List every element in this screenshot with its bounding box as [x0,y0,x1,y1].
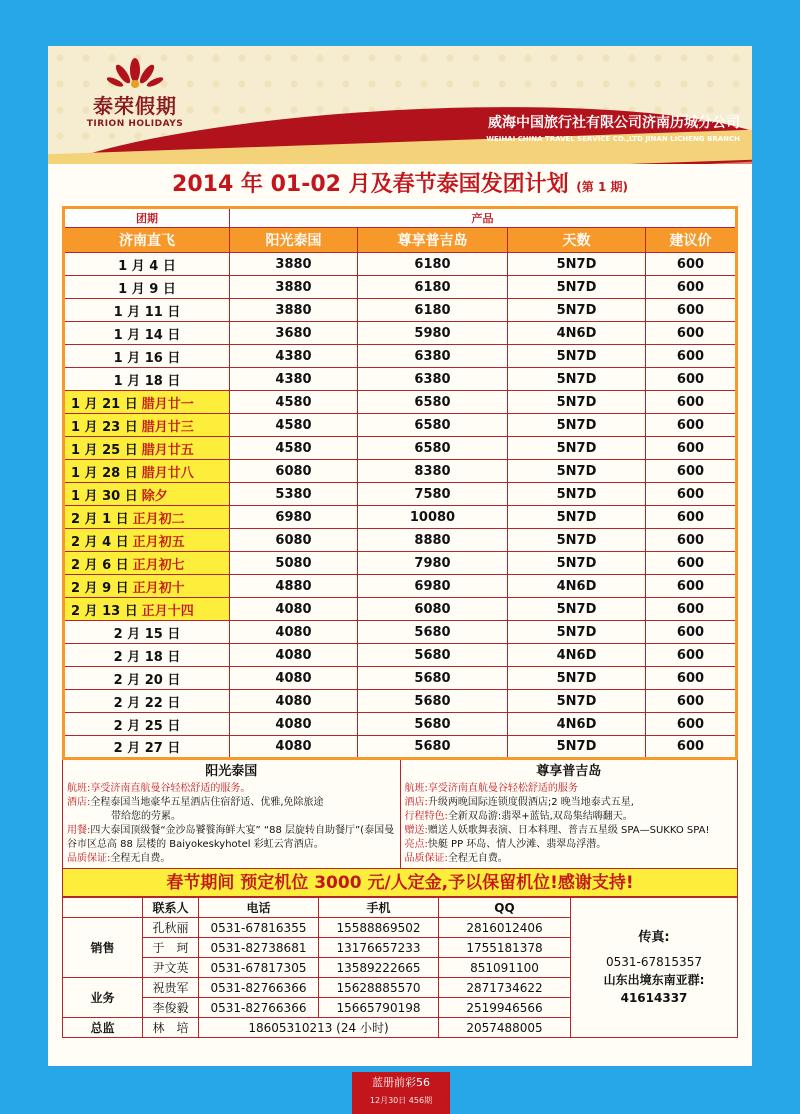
sales-tel: 0531-67816355 [199,918,319,938]
row-a: 4580 [230,391,358,414]
header-sunny-thailand: 阳光泰国 [230,228,358,253]
row-date [64,644,230,667]
row-price: 600 [646,690,737,713]
schedule-row [64,345,737,368]
schedule-row [64,575,737,598]
row-date-text: 1 月 4 日 [118,258,176,274]
schedule-row [64,276,737,299]
row-price: 600 [646,667,737,690]
row-days: 4N6D [508,713,646,736]
row-b: 6180 [358,299,508,322]
row-price: 600 [646,276,737,299]
page-title [48,164,752,206]
row-date-text: 1 月 30 日 [71,488,138,504]
row-b: 6980 [358,575,508,598]
sales-name: 尹文英 [143,958,199,978]
row-price: 600 [646,552,737,575]
row-b: 8380 [358,460,508,483]
hotel-key: 酒店: [67,797,91,808]
lotus-icon [107,56,163,92]
row-date-text: 1 月 28 日 [71,465,138,481]
row-lunar-date: 腊月廿三 [141,419,194,435]
header-price: 建议价 [646,228,737,253]
row-b: 6580 [358,437,508,460]
row-date-text: 2 月 1 日 [71,511,129,527]
row-date [64,713,230,736]
biz-name: 祝贵军 [143,978,199,998]
biz-mobile: 15628885570 [319,978,439,998]
row-date [64,529,230,552]
sales-tel: 0531-67817305 [199,958,319,978]
row-a: 5380 [230,483,358,506]
contact-header-mobile: 手机 [319,898,439,918]
row-lunar-date: 正月初十 [132,580,185,596]
row-b: 5680 [358,713,508,736]
row-date-text: 2 月 22 日 [113,695,181,711]
row-a: 3680 [230,322,358,345]
row-price: 600 [646,299,737,322]
row-b: 6080 [358,598,508,621]
row-a: 4580 [230,437,358,460]
row-a: 4080 [230,667,358,690]
row-days: 4N6D [508,644,646,667]
row-date-text: 1 月 16 日 [113,350,181,366]
details-right-title: 尊享普吉岛 [536,764,602,779]
row-date [64,460,230,483]
header-days: 天数 [508,228,646,253]
schedule-row [64,667,737,690]
schedule-row [64,483,737,506]
biz-tel: 0531-82766366 [199,978,319,998]
feature-value: 全新双岛游:翡翠+蓝钻,双岛集结嗨翻天。 [447,811,633,822]
row-date [64,322,230,345]
row-a: 4080 [230,644,358,667]
row-days: 5N7D [508,345,646,368]
hotel-value: 升级两晚国际连锁度假酒店;2 晚当地泰式五星, [427,797,634,808]
row-days: 5N7D [508,552,646,575]
row-date [64,667,230,690]
row-price: 600 [646,736,737,759]
agency-english: WEIHAI CHINA TRAVEL SERVICE CO.,LTD JINAN LICHENG BRANCH [486,135,740,143]
row-days: 5N7D [508,690,646,713]
group-label: 团期 [64,208,230,228]
row-days: 5N7D [508,460,646,483]
row-price: 600 [646,322,737,345]
sales-mobile: 13176657233 [319,938,439,958]
row-date [64,736,230,759]
director-phone: 18605310213 (24 小时) [199,1018,439,1038]
quality-value: 全程无自费。 [447,853,508,864]
row-a: 6080 [230,529,358,552]
row-days: 5N7D [508,414,646,437]
quality-key: 品质保证: [67,853,111,864]
row-b: 6180 [358,253,508,276]
hotel-value: 全程泰国当地豪华五星酒店住宿舒适、优雅,免除旅途 [90,797,324,808]
row-days: 5N7D [508,598,646,621]
sales-tel: 0531-82738681 [199,938,319,958]
page-footer [352,1072,450,1114]
row-price: 600 [646,460,737,483]
row-price: 600 [646,575,737,598]
row-price: 600 [646,621,737,644]
row-date-text: 1 月 11 日 [113,304,181,320]
row-date [64,506,230,529]
row-b: 8880 [358,529,508,552]
title-main: 2014 年 01-02 月及春节泰国发团计划 [172,172,569,197]
fax-label: 传真: [638,929,670,945]
schedule-row [64,644,737,667]
row-b: 6380 [358,368,508,391]
schedule-row [64,713,737,736]
schedule-row [64,391,737,414]
row-b: 5980 [358,322,508,345]
row-b: 10080 [358,506,508,529]
row-date-text: 1 月 14 日 [113,327,181,343]
highlight-value: 快艇 PP 环岛、情人沙滩、翡翠岛浮潜。 [427,839,607,850]
quality-value: 全程无自费。 [110,853,171,864]
row-b: 5680 [358,667,508,690]
contact-header-qq: QQ [439,898,571,918]
row-price: 600 [646,345,737,368]
row-date-text: 2 月 4 日 [71,534,129,550]
row-days: 5N7D [508,299,646,322]
row-date [64,552,230,575]
row-date-text: 1 月 25 日 [71,442,138,458]
schedule-row [64,253,737,276]
row-price: 600 [646,713,737,736]
details-sunny-thailand [63,760,401,868]
row-price: 600 [646,414,737,437]
sales-qq: 2816012406 [439,918,571,938]
row-a: 4080 [230,598,358,621]
schedule-row [64,299,737,322]
row-b: 5680 [358,736,508,759]
contact-blank [63,898,143,918]
row-price: 600 [646,506,737,529]
row-date [64,621,230,644]
contact-header-tel: 电话 [199,898,319,918]
row-date-text: 2 月 15 日 [113,626,181,642]
row-a: 3880 [230,253,358,276]
director-name: 林 培 [143,1018,199,1038]
quality-key: 品质保证: [404,853,448,864]
row-b: 5680 [358,621,508,644]
row-lunar-date: 除夕 [141,488,168,504]
sales-name: 于 珂 [143,938,199,958]
footer-issue: 12月30日 456期 [369,1096,433,1105]
row-lunar-date: 正月初七 [132,557,185,573]
row-days: 5N7D [508,506,646,529]
row-date [64,414,230,437]
header-banner [48,46,752,164]
fax-block [571,898,738,1038]
row-date-text: 2 月 25 日 [113,718,181,734]
row-days: 5N7D [508,667,646,690]
row-a: 6080 [230,460,358,483]
row-days: 5N7D [508,437,646,460]
row-date [64,391,230,414]
row-date-text: 2 月 9 日 [71,580,129,596]
brand-name: 泰荣假期 [93,94,177,118]
row-date [64,253,230,276]
row-date [64,368,230,391]
hotel-key: 酒店: [404,797,428,808]
row-a: 5080 [230,552,358,575]
schedule-row [64,368,737,391]
row-date [64,276,230,299]
contact-header-name: 联系人 [143,898,199,918]
row-date-text: 2 月 18 日 [113,649,181,665]
row-days: 5N7D [508,391,646,414]
meal-key: 用餐: [67,825,91,836]
row-days: 5N7D [508,483,646,506]
row-price: 600 [646,368,737,391]
biz-name: 李俊毅 [143,998,199,1018]
footer-page: 蓝册前彩56 [372,1076,430,1089]
agency-name: 威海中国旅行社有限公司济南历城分公司 [488,115,740,131]
row-date-text: 1 月 9 日 [118,281,176,297]
row-lunar-date: 腊月廿五 [141,442,194,458]
row-b: 5680 [358,644,508,667]
biz-qq: 2519946566 [439,998,571,1018]
highlight-key: 亮点: [404,839,428,850]
brand-logo [70,56,200,129]
row-price: 600 [646,529,737,552]
gift-value: 赠送人妖歌舞表演、日本料理、普吉五星级 SPA—SUKKO SPA! [427,825,710,836]
row-b: 5680 [358,690,508,713]
row-a: 3880 [230,299,358,322]
row-b: 6180 [358,276,508,299]
meal-value: 四大泰国顶级餐“金沙岛饕餮海鲜大宴” “88 层旋转自助餐厅”(泰国曼谷市区总高 88 层楼的 Baiyokeskyhotel 彩虹云宵酒店。 [67,825,395,850]
row-date [64,299,230,322]
row-date-text: 2 月 13 日 [71,603,138,619]
row-lunar-date: 正月十四 [141,603,194,619]
schedule-row [64,552,737,575]
row-lunar-date: 腊月廿八 [141,465,194,481]
schedule-row [64,621,737,644]
row-b: 6380 [358,345,508,368]
row-date-text: 1 月 21 日 [71,396,138,412]
row-a: 4580 [230,414,358,437]
header-phuket: 尊享普吉岛 [358,228,508,253]
biz-tel: 0531-82766366 [199,998,319,1018]
row-price: 600 [646,598,737,621]
title-issue: (第 1 期) [576,180,628,194]
flight-value: 享受济南直航曼谷轻松舒适的服务 [427,783,578,794]
group-label: 山东出境东南亚群: [603,972,705,987]
row-a: 4080 [230,736,358,759]
row-a: 4880 [230,575,358,598]
row-a: 6980 [230,506,358,529]
spring-festival-notice: 春节期间 预定机位 3000 元/人定金,予以保留机位!感谢支持! [62,869,738,897]
flight-key: 航班: [67,783,91,794]
sales-mobile: 13589222665 [319,958,439,978]
product-label: 产品 [230,208,737,228]
row-price: 600 [646,253,737,276]
schedule-row [64,460,737,483]
flight-value: 享受济南直航曼谷轻松舒适的服务。 [90,783,251,794]
row-days: 5N7D [508,736,646,759]
schedule-row [64,414,737,437]
row-lunar-date: 正月初五 [132,534,185,550]
sales-label: 销售 [63,918,143,978]
biz-label: 业务 [63,978,143,1018]
row-date [64,345,230,368]
row-days: 5N7D [508,253,646,276]
row-a: 4080 [230,621,358,644]
schedule-row [64,506,737,529]
row-a: 4080 [230,690,358,713]
row-date-text: 2 月 20 日 [113,672,181,688]
sales-mobile: 15588869502 [319,918,439,938]
hotel-value-2: 带给您的劳累。 [111,811,181,822]
row-price: 600 [646,483,737,506]
schedule-row [64,736,737,759]
row-date [64,437,230,460]
flight-key: 航班: [404,783,428,794]
biz-qq: 2871734622 [439,978,571,998]
row-price: 600 [646,644,737,667]
row-price: 600 [646,391,737,414]
fax-number: 0531-67815357 [606,954,702,969]
brochure-page [48,46,752,1066]
row-a: 4380 [230,345,358,368]
row-b: 7580 [358,483,508,506]
feature-key: 行程特色: [404,811,448,822]
row-a: 4380 [230,368,358,391]
sales-qq: 1755181378 [439,938,571,958]
schedule-row [64,598,737,621]
row-days: 5N7D [508,368,646,391]
row-date-text: 1 月 23 日 [71,419,138,435]
row-date [64,483,230,506]
row-date-text: 2 月 6 日 [71,557,129,573]
schedule-row [64,529,737,552]
schedule-row [64,322,737,345]
sales-name: 孔秋丽 [143,918,199,938]
schedule-row [64,690,737,713]
product-details [62,760,738,869]
group-number: 41614337 [620,990,688,1005]
schedule-table [62,206,738,760]
row-price: 600 [646,437,737,460]
row-date [64,598,230,621]
header-direct: 济南直飞 [64,228,230,253]
row-a: 3880 [230,276,358,299]
sales-qq: 851091100 [439,958,571,978]
row-days: 4N6D [508,322,646,345]
row-days: 4N6D [508,575,646,598]
director-label: 总监 [63,1018,143,1038]
agency-block [486,112,740,143]
brand-english: TIRION HOLIDAYS [86,119,184,129]
director-qq: 2057488005 [439,1018,571,1038]
row-b: 7980 [358,552,508,575]
row-date [64,690,230,713]
details-phuket [401,760,738,868]
row-days: 5N7D [508,276,646,299]
details-left-title: 阳光泰国 [205,764,258,779]
row-a: 4080 [230,713,358,736]
row-b: 6580 [358,391,508,414]
row-b: 6580 [358,414,508,437]
row-days: 5N7D [508,621,646,644]
row-lunar-date: 腊月廿一 [141,396,194,412]
contact-table [62,897,738,1038]
biz-mobile: 15665790198 [319,998,439,1018]
gift-key: 赠送: [404,825,428,836]
schedule-row [64,437,737,460]
row-days: 5N7D [508,529,646,552]
row-date-text: 2 月 27 日 [113,741,181,756]
row-date [64,575,230,598]
row-lunar-date: 正月初二 [132,511,185,527]
row-date-text: 1 月 18 日 [113,373,181,389]
